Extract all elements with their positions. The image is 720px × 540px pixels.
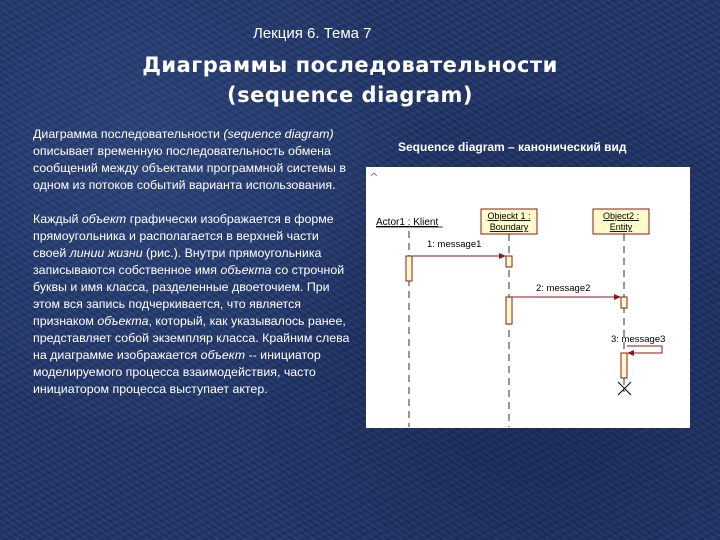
text-run-italic: объекта [97,314,149,328]
description-paragraph-1 [33,126,351,194]
lecture-label: Лекция 6. Тема 7 [253,25,372,42]
object2-name: Object2 : [602,211,640,221]
message2-arrowhead [614,294,621,300]
text-run-italic: объекта [220,263,272,277]
sequence-diagram [366,167,690,428]
corner-mark-icon [371,173,377,176]
text-run-italic: линии жизни [69,246,143,260]
message3-label: 3: message3 [611,334,666,345]
object1-class: Boundary [489,222,529,232]
text-run: Каждый [33,212,82,226]
text-run: -- инициатор моделируемого процесса взаимодействия, часто инициатором процесса выступает актер. [33,348,321,396]
actor-label: Actor1 : Klient [376,217,439,228]
text-run: , который, как указывалось ранее, представляет собой экземпляр класса. Крайним слева на диаграмме изображается [33,314,350,362]
message2-label: 2: message2 [536,283,591,294]
object2-activation-2 [621,353,627,378]
message3-arrowhead [627,350,634,356]
description-paragraph-2 [33,211,351,398]
text-run-italic: объект [81,212,127,226]
actor-activation [406,256,412,281]
text-run-italic: объект [200,348,246,362]
slide-title-line2: (sequence diagram) [227,83,473,107]
text-run-italic: (sequence diagram) [223,127,334,141]
object1-activation-1 [506,256,512,267]
slide-title-line1: Диаграммы последовательности [142,53,558,77]
object1-name: Objeckt 1 : [487,211,531,221]
object1-activation-2 [506,297,512,324]
text-run: со строчной буквы и имя класса, разделенные двоеточием. При этом вся запись подчеркивается, что является признаком [33,263,345,328]
slide-title [0,50,700,110]
message1-arrowhead [499,253,506,259]
sequence-diagram-panel [366,167,690,428]
text-run: (рис.). Внутри прямоугольника записываются собственное имя [33,246,322,277]
text-run: графически изображается в форме прямоугольника и располагается в верхней части своей [33,212,334,260]
text-run: Диаграмма последовательности [33,127,224,141]
message1-label: 1: message1 [427,239,482,250]
text-run: описывает временную последовательность обмена сообщений между объектами программной системы в одном из потоков событий варианта использования. [33,144,346,192]
object2-activation-1 [621,297,627,308]
description-text [33,126,351,415]
object2-class: Entity [609,222,633,232]
diagram-caption: Sequence diagram – канонический вид [398,140,627,154]
